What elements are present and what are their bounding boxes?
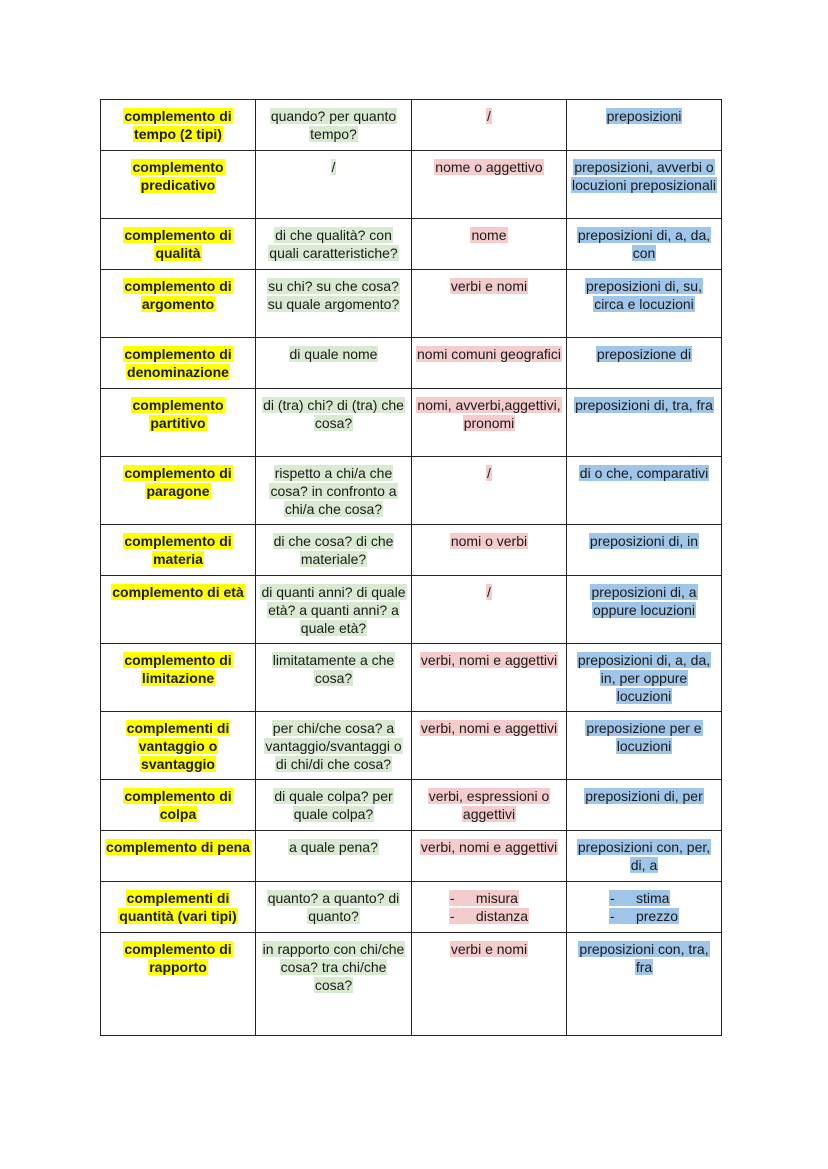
table-row: [101, 576, 722, 644]
retto-da-cell: [412, 780, 567, 831]
question-cell: [256, 100, 412, 151]
complement-name-cell: [101, 151, 256, 219]
question-cell: [256, 389, 412, 457]
list-item: [449, 907, 529, 925]
introdotto-da-text: preposizioni di, a, da, in, per oppure locuzioni: [577, 652, 711, 704]
complement-name-cell: [101, 389, 256, 457]
retto-da-text: verbi, nomi e aggettivi: [420, 720, 558, 736]
question-text: rispetto a chi/a che cosa? in confronto a chi/a che cosa?: [270, 465, 397, 517]
complement-name-cell: [101, 338, 256, 389]
complement-name: complemento di denominazione: [124, 346, 232, 380]
dash-marker: -: [609, 890, 615, 906]
complement-name: complemento di limitazione: [124, 652, 232, 686]
table-row: [101, 457, 722, 525]
introdotto-da-cell: [567, 576, 722, 644]
complement-name-cell: [101, 712, 256, 780]
table-row: [101, 525, 722, 576]
complement-name-cell: [101, 525, 256, 576]
table-row: [101, 270, 722, 338]
retto-da-text: nome: [471, 227, 507, 243]
retto-da-cell: [412, 882, 567, 933]
complement-name-cell: [101, 882, 256, 933]
introdotto-da-cell: [567, 780, 722, 831]
retto-da-cell: [412, 933, 567, 1036]
retto-da-list: [449, 889, 529, 925]
list-item-text: misura: [475, 890, 518, 906]
complement-name: complemento di argomento: [124, 278, 232, 312]
table-row: [101, 389, 722, 457]
question-cell: [256, 151, 412, 219]
retto-da-text: /: [487, 108, 491, 124]
retto-da-cell: [412, 389, 567, 457]
introdotto-da-text: preposizioni di, su, circa e locuzioni: [586, 278, 702, 312]
retto-da-cell: [412, 644, 567, 712]
question-cell: [256, 882, 412, 933]
introdotto-da-cell: [567, 270, 722, 338]
retto-da-cell: [412, 100, 567, 151]
complement-name: complementi di vantaggio o svantaggio: [126, 720, 230, 772]
dash-marker: -: [449, 908, 455, 924]
retto-da-cell: [412, 712, 567, 780]
table-row: [101, 338, 722, 389]
list-item: [609, 907, 679, 925]
complements-table: [100, 99, 722, 1036]
retto-da-text: nomi, avverbi,aggettivi, pronomi: [417, 397, 561, 431]
complement-name: complementi di quantità (vari tipi): [119, 890, 237, 924]
list-item: [449, 889, 529, 907]
complement-name: complemento di colpa: [124, 788, 232, 822]
retto-da-text: verbi e nomi: [450, 941, 528, 957]
question-text: di quale colpa? per quale colpa?: [274, 788, 393, 822]
dash-marker: -: [449, 890, 455, 906]
retto-da-cell: [412, 525, 567, 576]
question-text: quanto? a quanto? di quanto?: [267, 890, 400, 924]
retto-da-text: verbi, nomi e aggettivi: [420, 839, 558, 855]
complement-name-cell: [101, 933, 256, 1036]
complement-name-cell: [101, 831, 256, 882]
introdotto-da-cell: [567, 882, 722, 933]
retto-da-text: /: [487, 465, 491, 481]
question-cell: [256, 525, 412, 576]
introdotto-da-cell: [567, 100, 722, 151]
question-text: su chi? su che cosa? su quale argomento?: [267, 278, 400, 312]
introdotto-da-cell: [567, 338, 722, 389]
retto-da-text: verbi, espressioni o aggettivi: [428, 788, 550, 822]
introdotto-da-text: preposizione di: [596, 346, 692, 362]
introdotto-da-cell: [567, 151, 722, 219]
question-text: di quanti anni? di quale età? a quanti anni? a quale età?: [261, 584, 406, 636]
retto-da-cell: [412, 457, 567, 525]
introdotto-da-cell: [567, 457, 722, 525]
retto-da-text: verbi e nomi: [450, 278, 528, 294]
introdotto-da-text: preposizioni di, a, da, con: [577, 227, 711, 261]
retto-da-cell: [412, 831, 567, 882]
question-text: di che qualità? con quali caratteristiche?: [269, 227, 398, 261]
list-item-text: prezzo: [635, 908, 679, 924]
list-item-text: distanza: [475, 908, 529, 924]
table-row: [101, 151, 722, 219]
retto-da-cell: [412, 270, 567, 338]
complement-name-cell: [101, 576, 256, 644]
complement-name: complemento di pena: [106, 839, 250, 855]
complement-name: complemento di qualità: [124, 227, 232, 261]
introdotto-da-cell: [567, 389, 722, 457]
complement-name-cell: [101, 219, 256, 270]
table-row: [101, 644, 722, 712]
retto-da-cell: [412, 338, 567, 389]
table-row: [101, 882, 722, 933]
complement-name: complemento partitivo: [132, 397, 224, 431]
complement-name: complemento di rapporto: [124, 941, 232, 975]
table-row: [101, 831, 722, 882]
complement-name: complemento di paragone: [124, 465, 232, 499]
question-cell: [256, 780, 412, 831]
introdotto-da-cell: [567, 712, 722, 780]
question-text: /: [331, 159, 336, 175]
question-cell: [256, 831, 412, 882]
question-cell: [256, 219, 412, 270]
question-text: per chi/che cosa? a vantaggio/svantaggi o di chi/di che cosa?: [265, 720, 402, 772]
introdotto-da-text: preposizioni con, tra, fra: [579, 941, 709, 975]
introdotto-da-text: preposizioni di, a oppure locuzioni: [591, 584, 697, 618]
question-cell: [256, 457, 412, 525]
dash-marker: -: [609, 908, 615, 924]
introdotto-da-text: preposizioni, avverbi o locuzioni preposizionali: [572, 159, 716, 193]
introdotto-da-cell: [567, 219, 722, 270]
complement-name-cell: [101, 100, 256, 151]
retto-da-text: verbi, nomi e aggettivi: [420, 652, 558, 668]
question-cell: [256, 338, 412, 389]
table-row: [101, 219, 722, 270]
question-text: quando? per quanto tempo?: [270, 108, 397, 142]
complement-name: complemento di tempo (2 tipi): [124, 108, 232, 142]
introdotto-da-cell: [567, 644, 722, 712]
retto-da-text: nomi o verbi: [450, 533, 528, 549]
retto-da-text: nome o aggettivo: [435, 159, 543, 175]
question-cell: [256, 270, 412, 338]
introdotto-da-list: [609, 889, 679, 925]
complement-name-cell: [101, 270, 256, 338]
table-row: [101, 100, 722, 151]
question-text: di che cosa? di che materiale?: [273, 533, 394, 567]
question-cell: [256, 933, 412, 1036]
introdotto-da-cell: [567, 525, 722, 576]
introdotto-da-cell: [567, 831, 722, 882]
complement-name: complemento predicativo: [132, 159, 224, 193]
table-row: [101, 712, 722, 780]
question-cell: [256, 576, 412, 644]
introdotto-da-text: di o che, comparativi: [579, 465, 709, 481]
retto-da-text: nomi comuni geografici: [417, 346, 561, 362]
retto-da-cell: [412, 576, 567, 644]
introdotto-da-text: preposizioni di, tra, fra: [575, 397, 713, 413]
retto-da-cell: [412, 151, 567, 219]
question-text: a quale pena?: [289, 839, 378, 855]
introdotto-da-cell: [567, 933, 722, 1036]
complement-name: complemento di materia: [124, 533, 232, 567]
retto-da-cell: [412, 219, 567, 270]
introdotto-da-text: preposizione per e locuzioni: [586, 720, 702, 754]
question-cell: [256, 644, 412, 712]
question-text: in rapporto con chi/che cosa? tra chi/che cosa?: [262, 941, 405, 993]
introdotto-da-text: preposizioni di, in: [589, 533, 699, 549]
table-row: [101, 780, 722, 831]
table-row: [101, 933, 722, 1036]
question-text: di quale nome: [289, 346, 378, 362]
list-item: [609, 889, 679, 907]
introdotto-da-text: preposizioni con, per, di, a: [577, 839, 711, 873]
complement-name-cell: [101, 457, 256, 525]
introdotto-da-text: preposizioni: [606, 108, 682, 124]
introdotto-da-text: preposizioni di, per: [585, 788, 703, 804]
list-item-text: stima: [635, 890, 670, 906]
retto-da-text: /: [487, 584, 491, 600]
question-text: di (tra) chi? di (tra) che cosa?: [263, 397, 404, 431]
complement-name-cell: [101, 644, 256, 712]
question-cell: [256, 712, 412, 780]
complement-name-cell: [101, 780, 256, 831]
complement-name: complemento di età: [112, 584, 244, 600]
question-text: limitatamente a che cosa?: [272, 652, 395, 686]
